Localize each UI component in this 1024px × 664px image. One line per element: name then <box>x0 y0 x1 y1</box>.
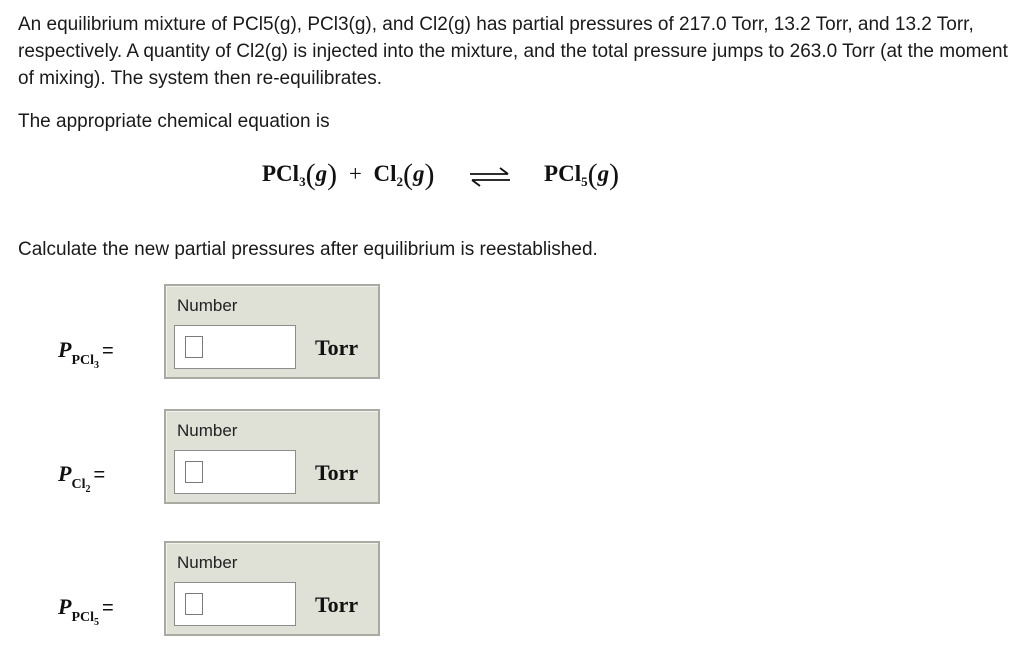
number-label: Number <box>177 421 238 440</box>
pressure-label-cl2: $P_{Cl_2}=$ <box>58 461 106 495</box>
pcl3-pressure-input[interactable] <box>174 325 296 369</box>
answer-box-pcl3 <box>164 284 380 379</box>
empty-entry-icon <box>185 593 203 615</box>
unit-label: Torr <box>315 460 359 485</box>
number-label: Number <box>177 296 238 315</box>
pressure-label-pcl3: $P_{PCl_3}=$ <box>58 337 114 371</box>
pcl5-pressure-input[interactable] <box>174 582 296 626</box>
problem-statement: An equilibrium mixture of PCl5(g), PCl3(g), and Cl2(g) has partial pressures of 217.0 Torr, 13.2 Torr, and 13.2 Torr, respectively. A quantity of Cl2(g) is injected into the mixture, and the total pressure jumps to 263.0 Torr (at the moment of mixing). The system then re-equilibrates. <box>18 14 1008 89</box>
reactant-cl2: $Cl_2$ <box>373 161 404 189</box>
answer-box-pcl5 <box>164 541 380 636</box>
unit-label: Torr <box>315 335 359 360</box>
pressure-label-pcl5: $P_{PCl_5}=$ <box>58 594 114 628</box>
equation-prompt: The appropriate chemical equation is <box>18 111 330 132</box>
reactant-pcl3: PCl$_3$ <box>262 161 306 189</box>
unit-label: Torr <box>315 592 359 617</box>
plus-sign: + <box>348 161 362 186</box>
equilibrium-arrow-icon <box>466 164 514 188</box>
product-pcl5: PCl$_5$ <box>544 161 588 189</box>
number-label: Number <box>177 553 238 572</box>
chemical-equation: $PCl_3(g) + Cl_2(g)$ PCl$_5$(g) <box>262 158 620 191</box>
empty-entry-icon <box>185 336 203 358</box>
cl2-pressure-input[interactable] <box>174 450 296 494</box>
answer-box-cl2 <box>164 409 380 504</box>
empty-entry-icon <box>185 461 203 483</box>
question-text: Calculate the new partial pressures after equilibrium is reestablished. <box>18 239 598 260</box>
